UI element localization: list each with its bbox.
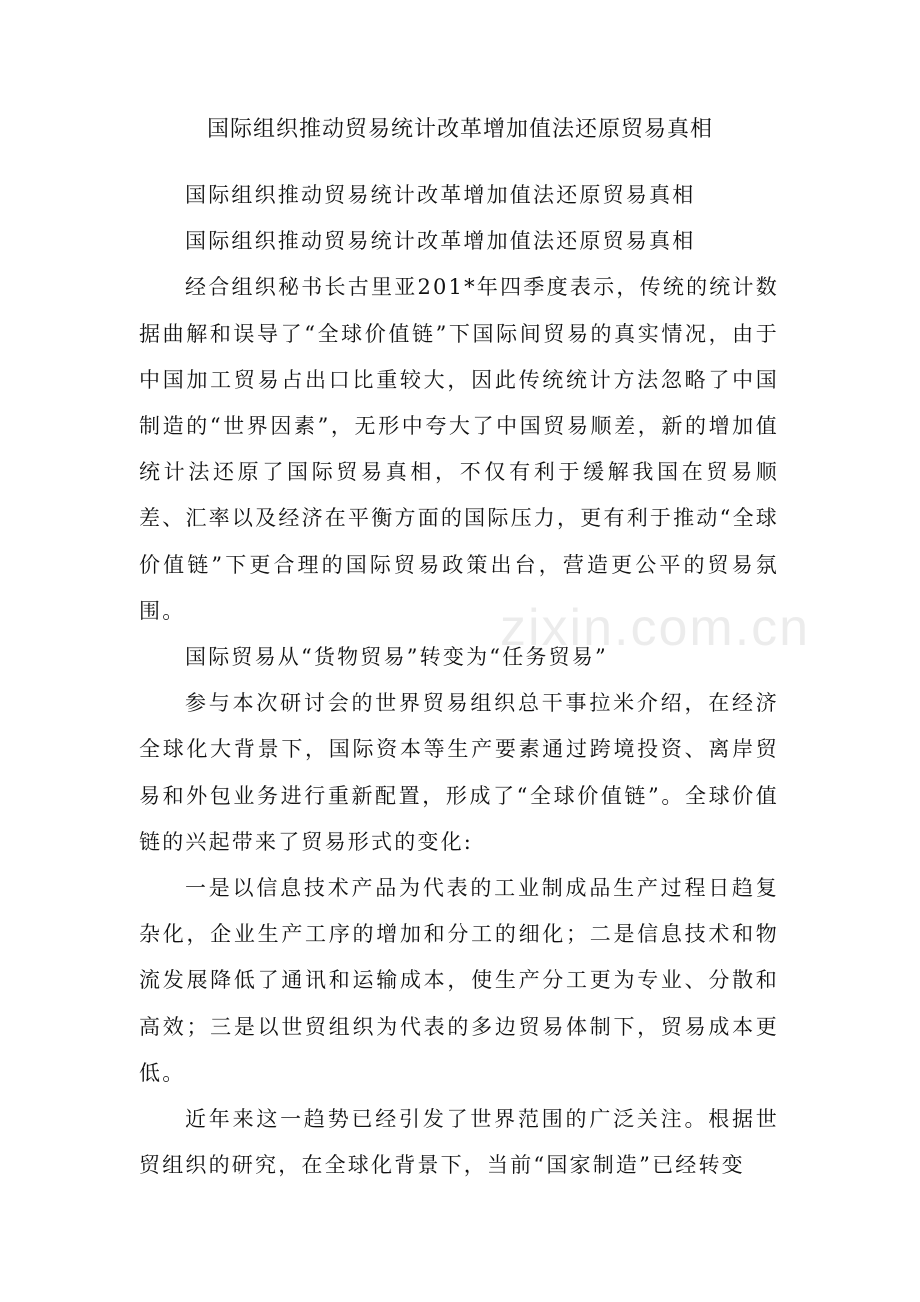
paragraph-subtitle-1: 国际组织推动贸易统计改革增加值法还原贸易真相: [185, 183, 696, 207]
document-title: 国际组织推动贸易统计改革增加值法还原贸易真相: [206, 117, 713, 142]
paragraph-three-changes: 一是以信息技术产品为代表的工业制成品生产过程日趋复杂化，企业生产工序的增加和分工的细化；二是信息技术和物流发展降低了通讯和运输成本，使生产分工更为专业、分散和高效；三是以世贸组织为代表的多边贸易体制下，贸易成本更低。: [139, 876, 779, 1085]
paragraph-subtitle-2: 国际组织推动贸易统计改革增加值法还原贸易真相: [185, 229, 696, 254]
paragraph-oecd-statement: 经合组织秘书长古里亚201*年四季度表示，传统的统计数据曲解和误导了“全球价值链”下国际间贸易的真实情况，由于中国加工贸易占出口比重较大，因此传统统计方法忽略了中国制造的“世界因素”，无形中夸大了中国贸易顺差，新的增加值统计法还原了国际贸易真相，不仅有利于缓解我国在贸易顺差、汇率以及经济在平衡方面的国际压力，更有利于推动“全球价值链”下更合理的国际贸易政策出台，营造更公平的贸易氛围。: [139, 275, 779, 623]
document-body: [139, 172, 779, 1188]
paragraph-wto-lamy: 参与本次研讨会的世界贸易组织总干事拉米介绍，在经济全球化大背景下，国际资本等生产要素通过跨境投资、离岸贸易和外包业务进行重新配置，形成了“全球价值链”。全球价值链的兴起带来了贸易形式的变化:: [139, 691, 779, 854]
paragraph-recent-trend: 近年来这一趋势已经引发了世界范围的广泛关注。根据世贸组织的研究，在全球化背景下，当前“国家制造”已经转变: [139, 1107, 779, 1178]
watermark: zixin.com.cn: [500, 599, 811, 657]
section-heading-task-trade: 国际贸易从“货物贸易”转变为“任务贸易”: [185, 645, 608, 670]
